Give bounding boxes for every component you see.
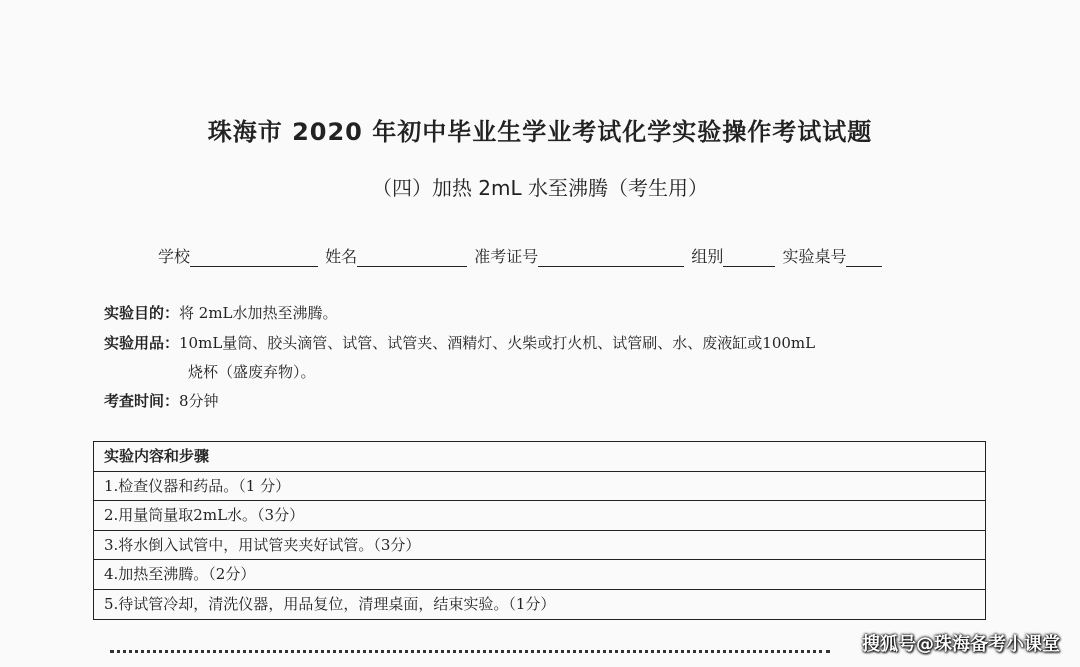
time-label: 考查时间：: [104, 392, 180, 410]
materials-text-2: 烧杯（盛废弃物）。: [188, 363, 316, 381]
table-row: 1.检查仪器和药品。（1 分）: [94, 472, 985, 502]
field-blank-school: [190, 248, 318, 267]
time-line: [104, 390, 219, 411]
field-blank-name: [357, 248, 467, 267]
field-blank-exam-number: [538, 248, 684, 267]
dotted-separator: [110, 650, 830, 653]
field-label-name: 姓名: [325, 247, 358, 266]
time-text: 8分钟: [179, 392, 219, 410]
steps-table: [93, 441, 986, 620]
field-label-desk-number: 实验桌号: [782, 247, 847, 266]
steps-table-header: 实验内容和步骤: [94, 442, 985, 472]
table-row: 2.用量筒量取2mL水。（3分）: [94, 501, 985, 531]
purpose-label: 实验目的：: [104, 304, 180, 322]
field-label-school: 学校: [158, 247, 191, 266]
exam-title: 珠海市 2020 年初中毕业生学业考试化学实验操作考试试题: [207, 118, 873, 146]
exam-subtitle: （四）加热 2mL 水至沸腾（考生用）: [371, 176, 709, 200]
materials-text-1: 10mL量筒、胶头滴管、试管、试管夹、酒精灯、火柴或打火机、试管刷、水、废液缸或100mL: [179, 334, 816, 352]
materials-line-2: [188, 361, 316, 382]
field-blank-desk-number: [846, 248, 882, 267]
purpose-text: 将 2mL水加热至沸腾。: [179, 304, 338, 322]
source-watermark: 搜狐号@珠海备考小课堂: [862, 634, 1060, 655]
table-row: 5.待试管冷却，清洗仪器，用品复位，清理桌面，结束实验。（1分）: [104, 594, 556, 613]
table-row: 3.将水倒入试管中，用试管夹夹好试管。（3分）: [94, 531, 985, 561]
purpose-line: [104, 302, 338, 323]
table-row: 4.加热至沸腾。（2分）: [94, 560, 985, 590]
materials-label: 实验用品：: [104, 334, 180, 352]
field-label-exam-number: 准考证号: [474, 247, 539, 266]
candidate-fields: [158, 244, 884, 267]
field-blank-group: [723, 248, 775, 267]
field-label-group: 组别: [691, 247, 724, 266]
materials-line: [104, 332, 815, 353]
